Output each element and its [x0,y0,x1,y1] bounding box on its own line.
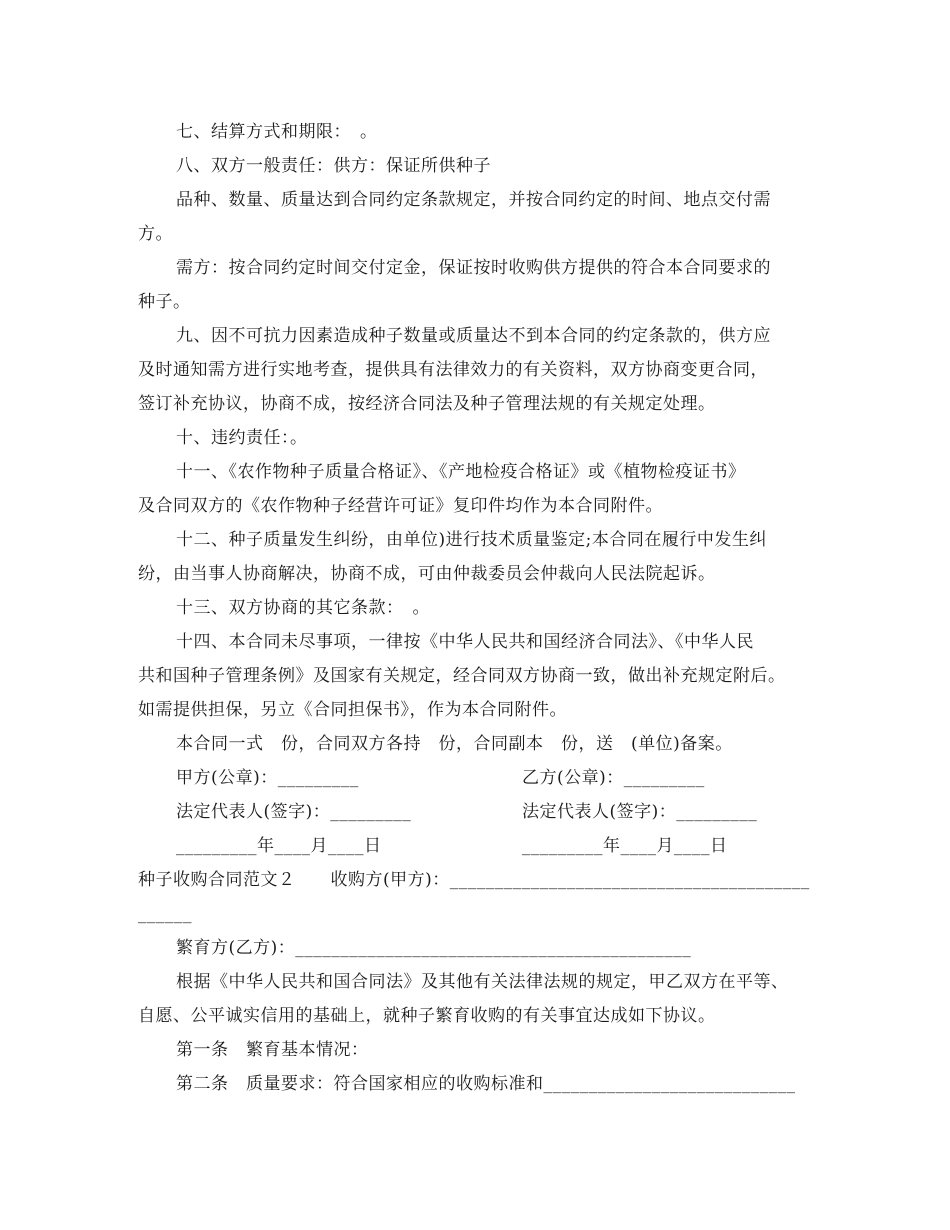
clause-14-line-3: 如需提供担保，另立《合同担保书》，作为本合同附件。 [138,700,567,720]
contract-2-header: 种子收购合同范文２ 收购方(甲方)：________________________________________ [138,870,810,890]
clause-12-line-2: 纷，由当事人协商解决，协商不成，可由仲裁委员会仲裁向人民法院起诉。 [138,564,716,584]
party-a-representative: 法定代表人(签字)：_________ [176,802,412,822]
breeder-party: 繁育方(乙方)：____________________________________________ [176,938,692,958]
clause-9-line-2: 及时通知需方进行实地考查，提供具有法律效力的有关资料，双方协商变更合同， [138,360,768,380]
copies-clause: 本合同一式 份，合同双方各持 份，合同副本 份，送 (单位)备案。 [176,734,733,754]
clause-11-line-1: 十一、《农作物种子质量合格证》、《产地检疫合格证》或《植物检疫证书》 [176,462,746,482]
article-1: 第一条 繁育基本情况： [176,1040,369,1060]
intro-line-1: 根据《中华人民共和国合同法》及其他有关法律法规的规定，甲乙双方在平等、 [176,972,789,992]
intro-line-2: 自愿、公平诚实信用的基础上，就种子繁育收购的有关事宜达成如下协议。 [138,1006,716,1026]
clause-9-line-3: 签订补充协议，协商不成，按经济合同法及种子管理法规的有关规定处理。 [138,394,716,414]
clause-14-line-2: 共和国种子管理条例》及国家有关规定，经合同双方协商一致，做出补充规定附后。 [138,666,786,686]
party-b-date: _________年____月____日 [522,836,728,856]
clause-9-line-1: 九、因不可抗力因素造成种子数量或质量达不到本合同的约定条款的，供方应 [176,326,771,346]
party-a-date: _________年____月____日 [176,836,382,856]
clause-10: 十、违约责任：。 [176,428,308,448]
clause-8: 八、双方一般责任：供方：保证所供种子 [176,156,491,176]
clause-8-demand-1: 需方：按合同约定时间交付定金，保证按时收购供方提供的符合本合同要求的 [176,258,771,278]
clause-8-text-1: 品种、数量、质量达到合同约定条款规定，并按合同约定的时间、地点交付需 [176,190,771,210]
clause-11-line-2: 及合同双方的《农作物种子经营许可证》复印件均作为本合同附件。 [138,496,663,516]
clause-12-line-1: 十二、种子质量发生纠纷，由单位)进行技术质量鉴定;本合同在履行中发生纠 [176,530,767,550]
clause-14-line-1: 十四、本合同未尽事项，一律按《中华人民共和国经济合同法》、《中华人民 [176,632,754,652]
clause-8-demand-2: 种子。 [138,292,191,312]
party-b-seal: 乙方(公章)：_________ [522,768,705,788]
clause-8-text-2: 方。 [138,224,173,244]
party-b-representative: 法定代表人(签字)：_________ [522,802,758,822]
contract-2-header-continuation: ______ [138,904,192,924]
party-a-seal: 甲方(公章)：_________ [176,768,359,788]
clause-13: 十三、双方协商的其它条款： 。 [176,598,430,618]
clause-7: 七、结算方式和期限： 。 [176,122,378,142]
article-2: 第二条 质量要求：符合国家相应的收购标准和____________________________ [176,1074,796,1094]
